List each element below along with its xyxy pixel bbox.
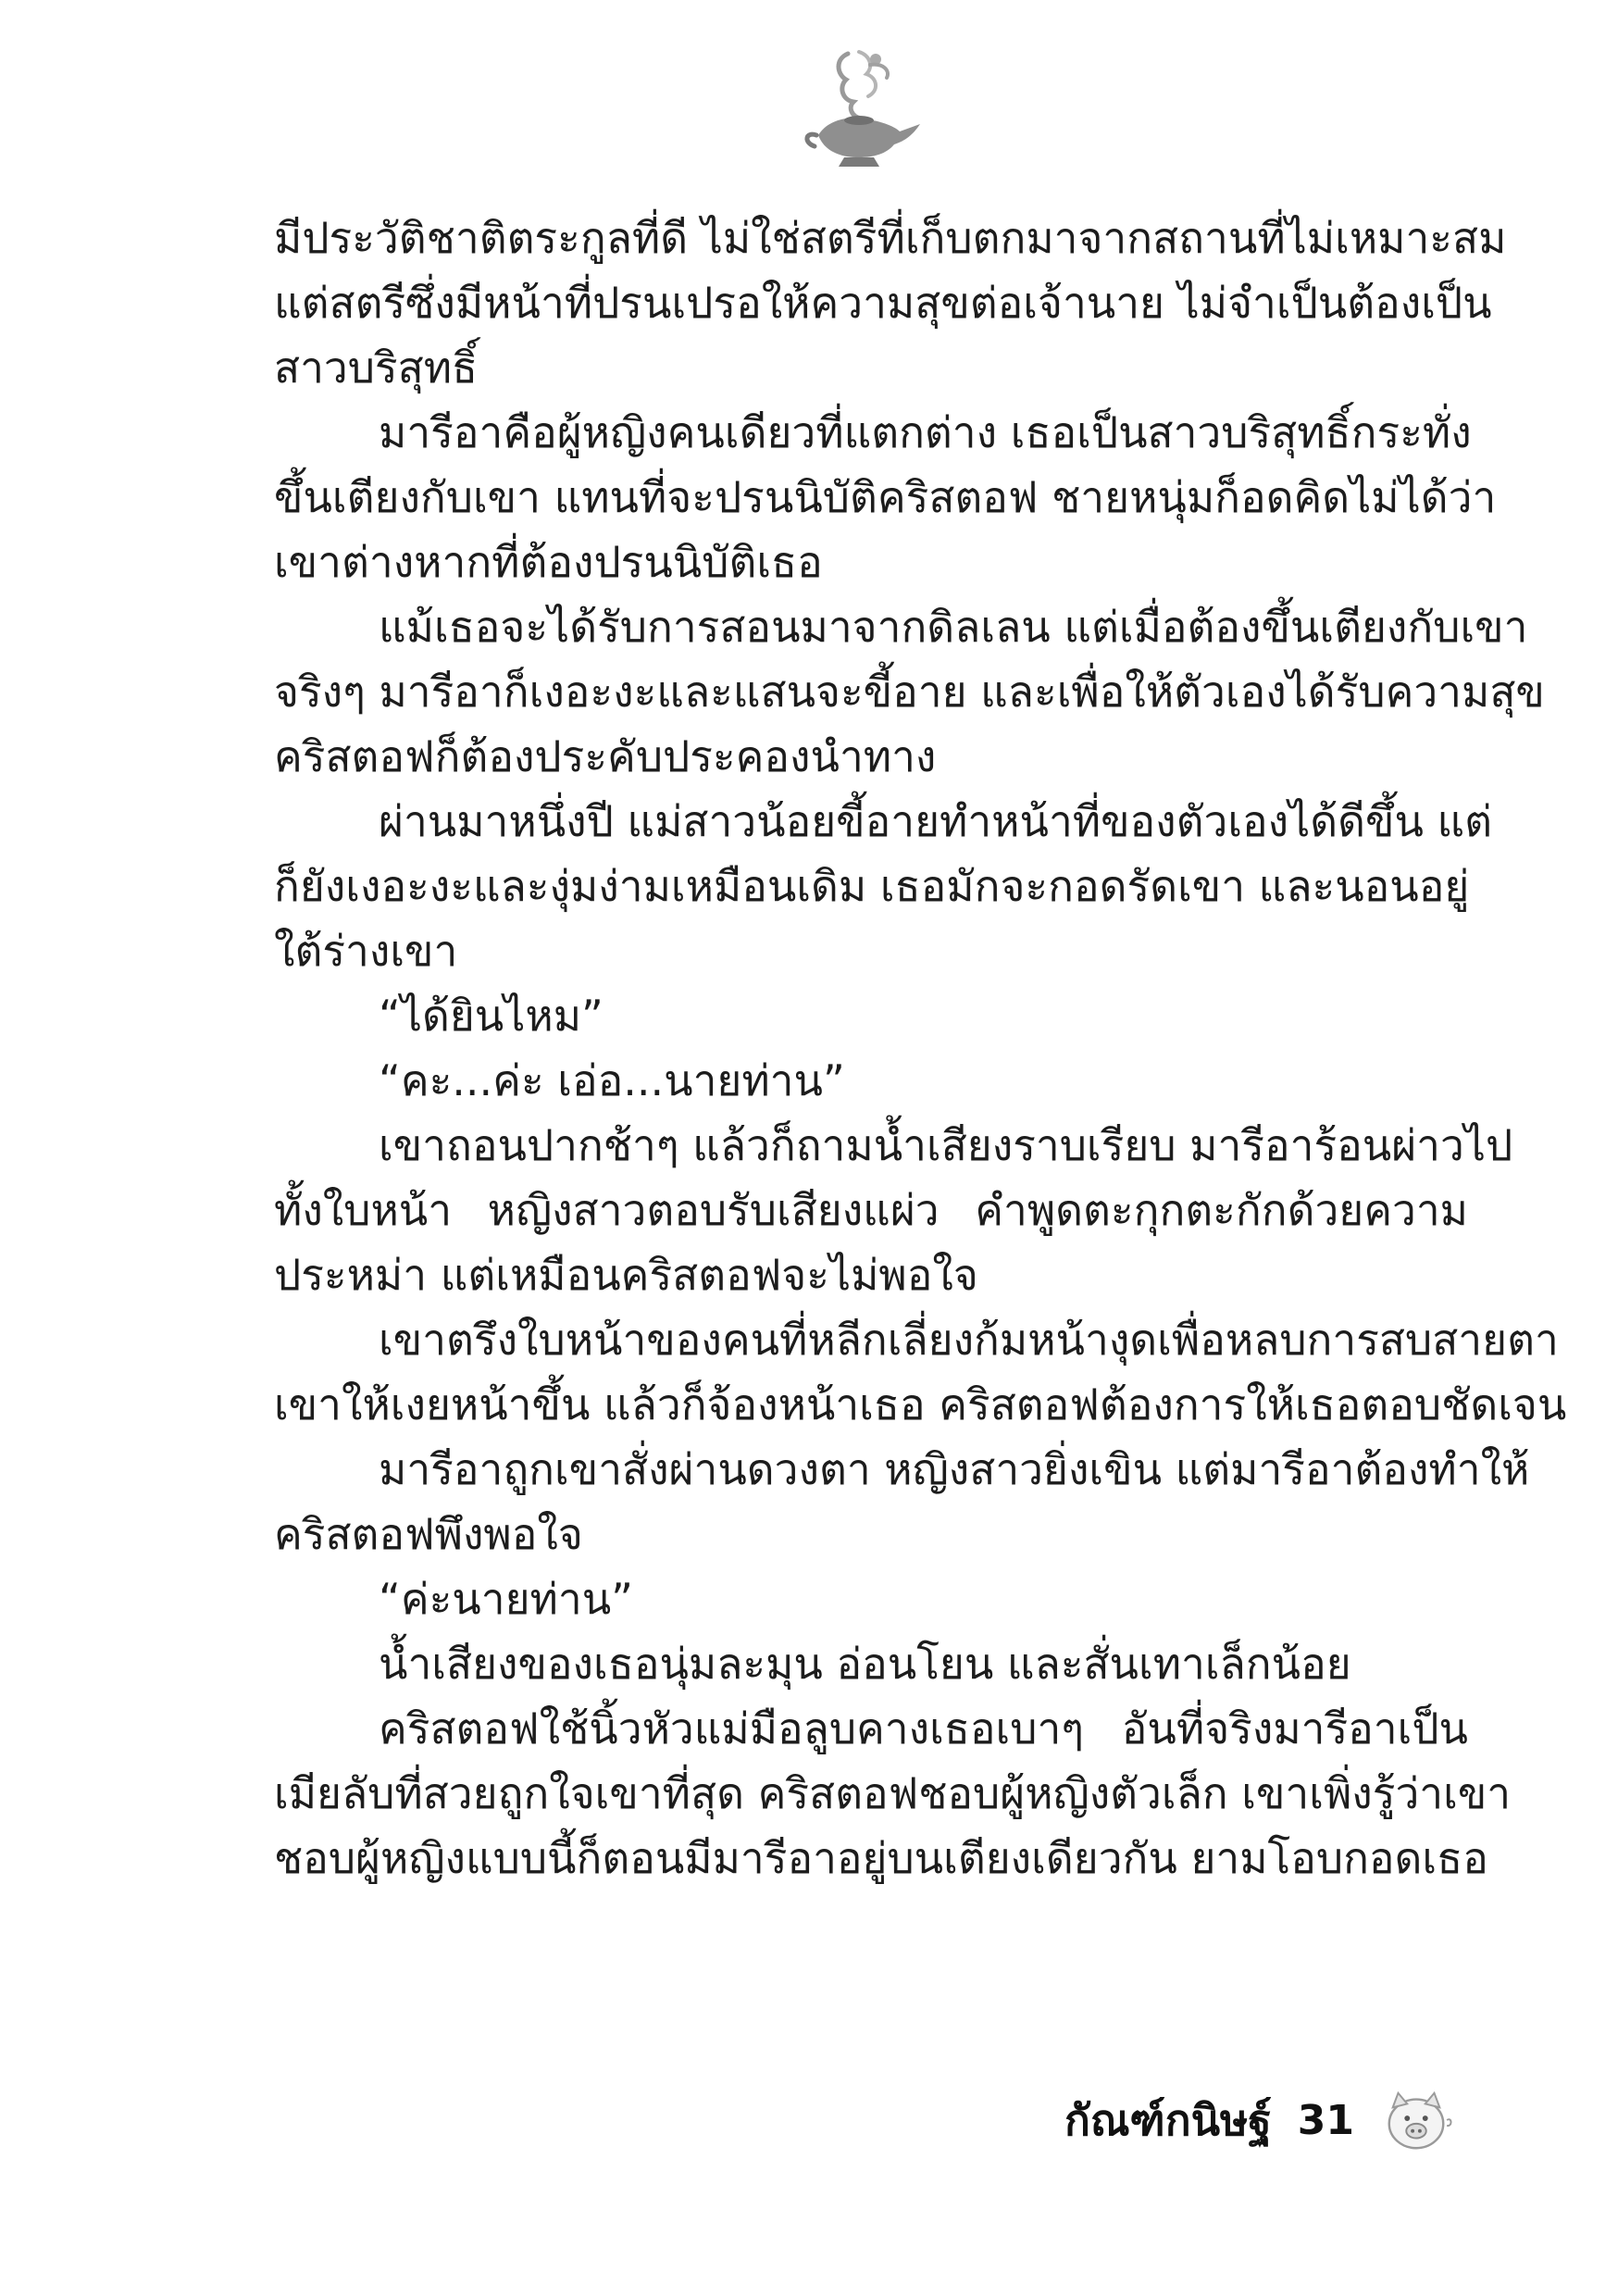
page-footer bbox=[1064, 2083, 1452, 2157]
text-line: น้ำเสียงของเธอนุ่มละมุน อ่อนโยน และสั่นเทาเล็กน้อย bbox=[379, 1639, 1351, 1689]
text-line: เมียลับที่สวยถูกใจเขาที่สุด คริสตอฟชอบผู้หญิงตัวเล็ก เขาเพิ่งรู้ว่าเขา bbox=[274, 1768, 1512, 1818]
dialogue-line: “ค่ะนายท่าน” bbox=[379, 1574, 633, 1624]
text-line: ชอบผู้หญิงแบบนี้ก็ตอนมีมารีอาอยู่บนเตียงเดียวกัน ยามโอบกอดเธอ bbox=[274, 1833, 1488, 1883]
text-line: เขาถอนปากช้าๆ แล้วก็ถามน้ำเสียงราบเรียบ มารีอาร้อนผ่าวไป bbox=[379, 1120, 1513, 1170]
author-name: กัณฑ์กนิษฐ์ bbox=[1064, 2094, 1272, 2145]
dialogue-line: “ได้ยินไหม” bbox=[379, 991, 604, 1041]
text-line: ใต้ร่างเขา bbox=[274, 926, 458, 976]
text-line: ก็ยังเงอะงะและงุ่มง่ามเหมือนเดิม เธอมักจะกอดรัดเขา และนอนอยู่ bbox=[274, 861, 1470, 911]
text-line: มีประวัติชาติตระกูลที่ดี ไม่ใช่สตรีที่เก็บตกมาจากสถานที่ไม่เหมาะสม bbox=[274, 213, 1507, 263]
text-line: ประหม่า แต่เหมือนคริสตอฟจะไม่พอใจ bbox=[274, 1250, 978, 1300]
page-number: 31 bbox=[1297, 2096, 1354, 2144]
text-line: สาวบริสุทธิ์ bbox=[274, 343, 479, 393]
text-line: แม้เธอจะได้รับการสอนมาจากดิลเลน แต่เมื่อต้องขึ้นเตียงกับเขา bbox=[379, 602, 1528, 652]
text-line: มารีอาคือผู้หญิงคนเดียวที่แตกต่าง เธอเป็นสาวบริสุทธิ์กระทั่ง bbox=[379, 407, 1472, 457]
genie-lamp-icon bbox=[790, 46, 929, 176]
dialogue-line: “คะ...ค่ะ เอ่อ...นายท่าน” bbox=[379, 1055, 845, 1105]
text-line: เขาให้เงยหน้าขึ้น แล้วก็จ้องหน้าเธอ คริสตอฟต้องการให้เธอตอบชัดเจน bbox=[274, 1379, 1567, 1429]
text-line: มารีอาถูกเขาสั่งผ่านดวงตา หญิงสาวยิ่งเขิน แต่มารีอาต้องทำให้ bbox=[379, 1444, 1530, 1494]
text-line: คริสตอฟพึงพอใจ bbox=[274, 1509, 583, 1559]
text-line: แต่สตรีซึ่งมีหน้าที่ปรนเปรอให้ความสุขต่อเจ้านาย ไม่จำเป็นต้องเป็น bbox=[274, 278, 1492, 328]
text-line: ผ่านมาหนึ่งปี แม่สาวน้อยขี้อายทำหน้าที่ของตัวเองได้ดีขึ้น แต่ bbox=[379, 796, 1493, 846]
text-line: คริสตอฟก็ต้องประคับประคองนำทาง bbox=[274, 731, 937, 781]
text-line: คริสตอฟใช้นิ้วหัวแม่มือลูบคางเธอเบาๆ อันที่จริงมารีอาเป็น bbox=[379, 1703, 1468, 1753]
cartoon-pig-icon bbox=[1380, 2084, 1452, 2156]
text-line: ทั้งใบหน้า หญิงสาวตอบรับเสียงแผ่ว คำพูดตะกุกตะกักด้วยความ bbox=[274, 1185, 1468, 1235]
text-line: เขาต่างหากที่ต้องปรนนิบัติเธอ bbox=[274, 537, 823, 587]
text-line: เขาตรึงใบหน้าของคนที่หลีกเลี่ยงก้มหน้างุดเพื่อหลบการสบสายตา bbox=[379, 1315, 1559, 1365]
text-line: ขึ้นเตียงกับเขา แทนที่จะปรนนิบัติคริสตอฟ ชายหนุ่มก็อดคิดไม่ได้ว่า bbox=[274, 472, 1497, 522]
text-line: จริงๆ มารีอาก็เงอะงะและแสนจะขี้อาย และเพื่อให้ตัวเองได้รับความสุข bbox=[274, 667, 1545, 717]
